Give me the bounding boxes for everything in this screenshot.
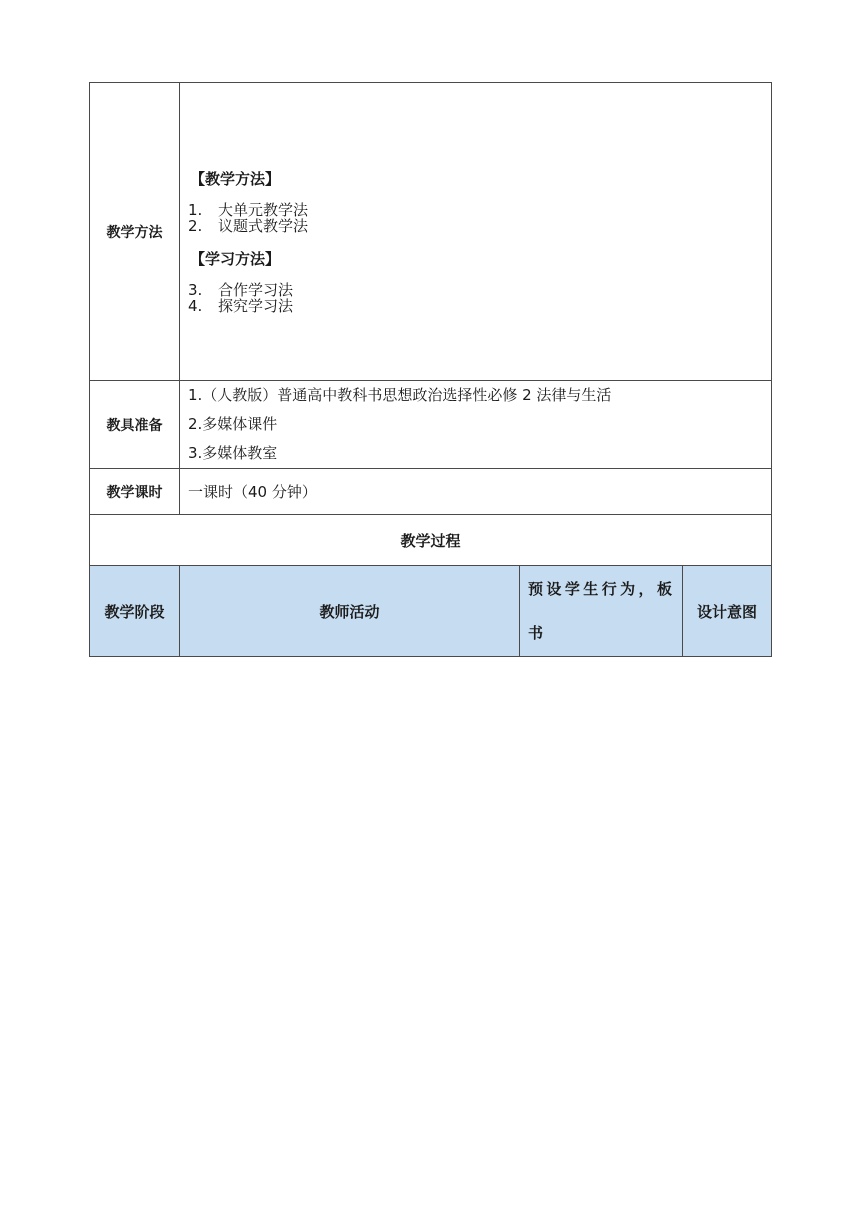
methods-row <box>90 83 772 381</box>
list-item: 2. 议题式教学法 <box>188 216 309 235</box>
prep-row <box>90 381 772 469</box>
list-item: 1. 大单元教学法 <box>188 200 309 219</box>
prep-line: 1.（人教版）普通高中教科书思想政治选择性必修 2 法律与生活 <box>188 386 612 404</box>
learning-methods-list <box>188 282 771 314</box>
process-title: 教学过程 <box>90 515 772 566</box>
col-teacher-header: 教师活动 <box>180 566 520 657</box>
col-student-header: 预设学生行为，板书 <box>520 566 683 657</box>
hours-label: 教学课时 <box>90 469 180 515</box>
prep-line: 3.多媒体教室 <box>188 444 278 462</box>
hours-value: 一课时（40 分钟） <box>180 469 772 515</box>
prep-content <box>180 381 772 469</box>
prep-line: 2.多媒体课件 <box>188 415 278 433</box>
lesson-plan-table <box>89 82 772 657</box>
methods-content <box>180 83 772 381</box>
methods-label: 教学方法 <box>90 83 180 381</box>
prep-label: 教具准备 <box>90 381 180 469</box>
list-item: 3. 合作学习法 <box>188 280 294 299</box>
hours-row <box>90 469 772 515</box>
col-stage-header: 教学阶段 <box>90 566 180 657</box>
process-title-row <box>90 515 772 566</box>
teaching-methods-heading: 【教学方法】 <box>190 169 281 188</box>
process-header-row <box>90 566 772 657</box>
list-item: 4. 探究学习法 <box>188 296 294 315</box>
teaching-methods-list <box>188 202 771 234</box>
learning-methods-heading: 【学习方法】 <box>190 249 281 268</box>
col-intent-header: 设计意图 <box>683 566 772 657</box>
